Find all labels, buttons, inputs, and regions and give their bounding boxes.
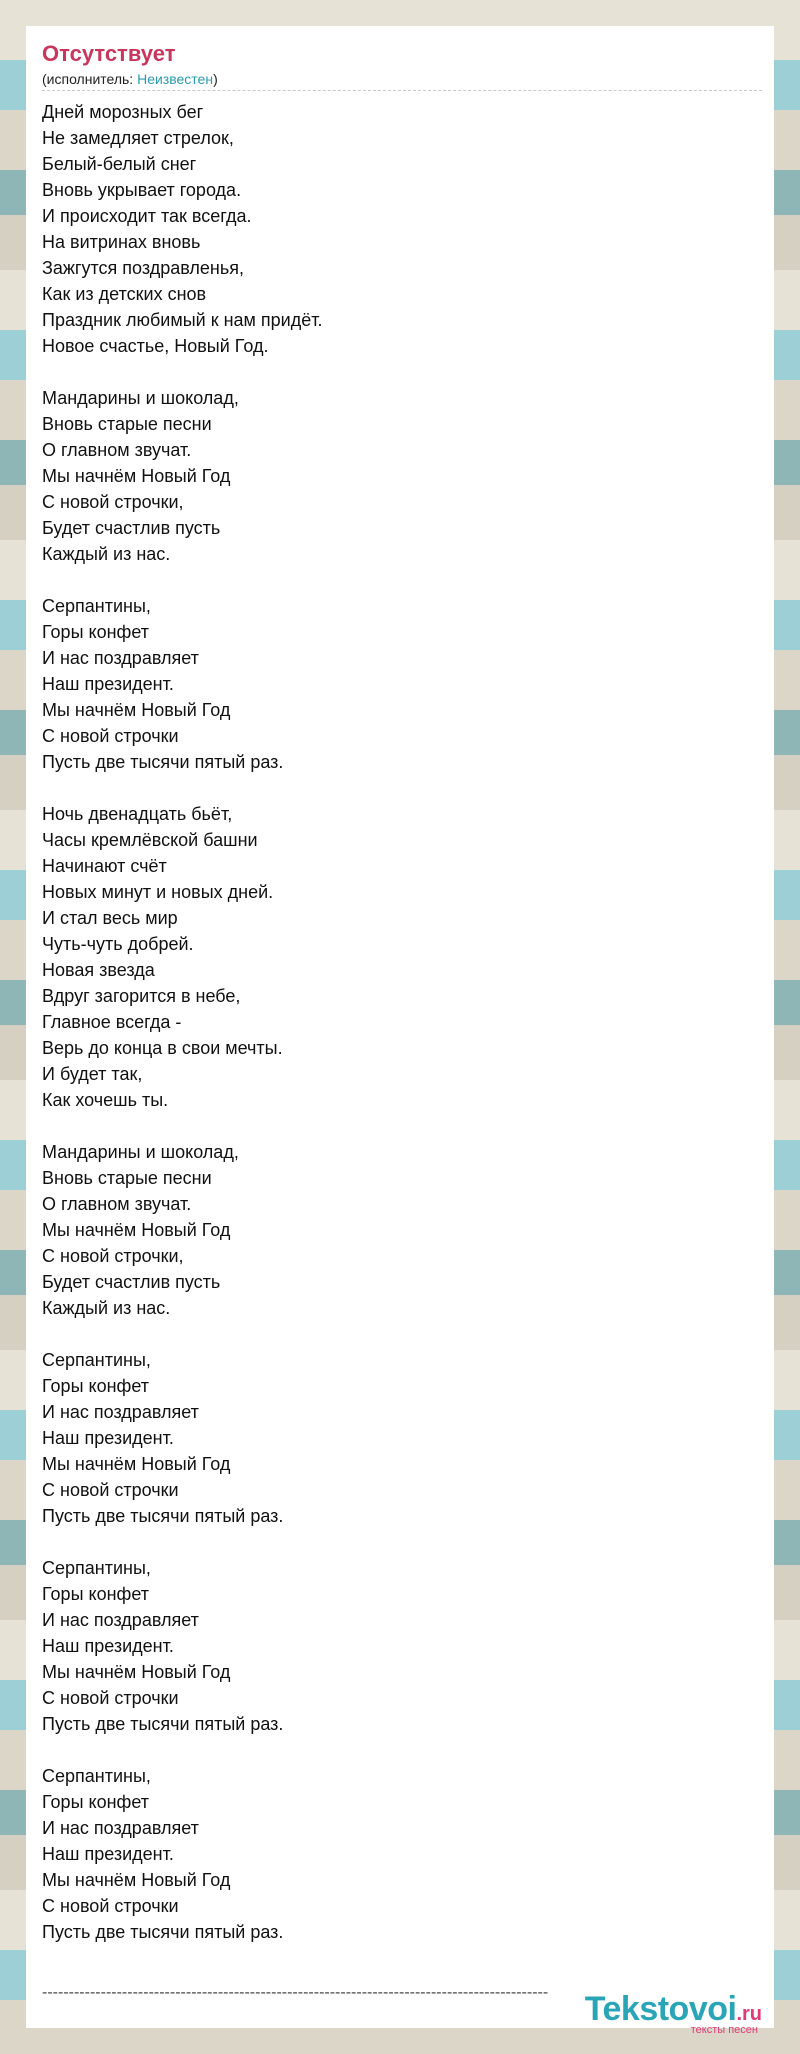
- lyric-line: Часы кремлёвской башни: [42, 830, 258, 850]
- logo-tagline: тексты песен: [690, 2024, 758, 2036]
- stanza-gap: [42, 1113, 758, 1139]
- lyric-line: С новой строчки,: [42, 1246, 184, 1266]
- lyric-line: Серпантины,: [42, 1350, 151, 1370]
- lyric-line: С новой строчки: [42, 1480, 179, 1500]
- lyric-line: О главном звучат.: [42, 1194, 192, 1214]
- lyric-line: Каждый из нас.: [42, 1298, 171, 1318]
- lyrics-body: [42, 99, 758, 1945]
- lyric-line: Начинают счёт: [42, 856, 167, 876]
- lyric-line: Пусть две тысячи пятый раз.: [42, 1714, 284, 1734]
- lyric-line: И нас поздравляет: [42, 648, 199, 668]
- lyric-line: Праздник любимый к нам придёт.: [42, 310, 323, 330]
- artist-link[interactable]: Неизвестен: [137, 71, 214, 87]
- lyric-line: Зажгутся поздравленья,: [42, 258, 244, 278]
- lyric-line: Дней морозных бег: [42, 102, 204, 122]
- lyric-line: С новой строчки: [42, 1688, 179, 1708]
- stanza-gap: [42, 1529, 758, 1555]
- logo-tld: .ru: [736, 2003, 762, 2025]
- lyric-line: Белый-белый снег: [42, 154, 197, 174]
- lyric-line: Пусть две тысячи пятый раз.: [42, 752, 284, 772]
- lyric-line: Мы начнём Новый Год: [42, 1220, 231, 1240]
- lyric-line: Серпантины,: [42, 1558, 151, 1578]
- lyric-line: Горы конфет: [42, 1376, 149, 1396]
- lyric-line: Горы конфет: [42, 1792, 149, 1812]
- lyric-line: Новое счастье, Новый Год.: [42, 336, 269, 356]
- footer-separator: -----------------------------------------------------------------------------------------------: [42, 1984, 549, 2001]
- stanza-gap: [42, 1321, 758, 1347]
- logo-text: Tekstovoi: [584, 1990, 737, 2028]
- lyric-line: Пусть две тысячи пятый раз.: [42, 1922, 284, 1942]
- lyric-line: Новых минут и новых дней.: [42, 882, 274, 902]
- lyric-line: На витринах вновь: [42, 232, 201, 252]
- lyric-line: И стал весь мир: [42, 908, 178, 928]
- lyric-line: Как из детских снов: [42, 284, 207, 304]
- lyric-line: И нас поздравляет: [42, 1402, 199, 1422]
- lyric-line: С новой строчки,: [42, 492, 184, 512]
- lyric-line: Мы начнём Новый Год: [42, 700, 231, 720]
- lyric-line: Вновь укрывает города.: [42, 180, 242, 200]
- lyric-line: Мандарины и шоколад,: [42, 388, 239, 408]
- lyric-line: И будет так,: [42, 1064, 143, 1084]
- lyric-line: Наш президент.: [42, 1428, 174, 1448]
- lyric-line: Горы конфет: [42, 622, 149, 642]
- lyric-line: Мы начнём Новый Год: [42, 1870, 231, 1890]
- lyric-line: Мы начнём Новый Год: [42, 466, 231, 486]
- lyric-line: С новой строчки: [42, 726, 179, 746]
- lyric-line: И происходит так всегда.: [42, 206, 252, 226]
- lyric-line: Вновь старые песни: [42, 1168, 212, 1188]
- lyric-line: Наш президент.: [42, 1844, 174, 1864]
- lyric-line: Серпантины,: [42, 1766, 151, 1786]
- lyric-line: Верь до конца в свои мечты.: [42, 1038, 283, 1058]
- lyric-line: Пусть две тысячи пятый раз.: [42, 1506, 284, 1526]
- lyric-line: Наш президент.: [42, 1636, 174, 1656]
- lyric-line: Серпантины,: [42, 596, 151, 616]
- lyrics-card: [26, 26, 774, 2036]
- lyric-line: Мы начнём Новый Год: [42, 1454, 231, 1474]
- artist-prefix: (исполнитель:: [42, 71, 138, 87]
- lyric-line: Главное всегда -: [42, 1012, 182, 1032]
- lyric-line: Вновь старые песни: [42, 414, 212, 434]
- lyric-line: Мандарины и шоколад,: [42, 1142, 239, 1162]
- lyric-line: Наш президент.: [42, 674, 174, 694]
- lyric-line: Чуть-чуть добрей.: [42, 934, 194, 954]
- artist-line: [42, 70, 762, 91]
- stanza-gap: [42, 567, 758, 593]
- lyric-line: Как хочешь ты.: [42, 1090, 169, 1110]
- lyric-line: Будет счастлив пусть: [42, 518, 221, 538]
- lyric-line: Новая звезда: [42, 960, 155, 980]
- lyric-line: С новой строчки: [42, 1896, 179, 1916]
- site-logo[interactable]: [585, 1992, 762, 2036]
- lyric-line: Ночь двенадцать бьёт,: [42, 804, 233, 824]
- lyric-line: Вдруг загорится в небе,: [42, 986, 241, 1006]
- song-title: Отсутствует: [42, 41, 176, 66]
- lyric-line: Мы начнём Новый Год: [42, 1662, 231, 1682]
- lyric-line: Каждый из нас.: [42, 544, 171, 564]
- lyric-line: И нас поздравляет: [42, 1610, 199, 1630]
- stanza-gap: [42, 1737, 758, 1763]
- lyric-line: Горы конфет: [42, 1584, 149, 1604]
- stanza-gap: [42, 775, 758, 801]
- lyric-line: Будет счастлив пусть: [42, 1272, 221, 1292]
- stanza-gap: [42, 359, 758, 385]
- lyric-line: И нас поздравляет: [42, 1818, 199, 1838]
- lyric-line: О главном звучат.: [42, 440, 192, 460]
- lyric-line: Не замедляет стрелок,: [42, 128, 234, 148]
- artist-suffix: ): [213, 71, 218, 87]
